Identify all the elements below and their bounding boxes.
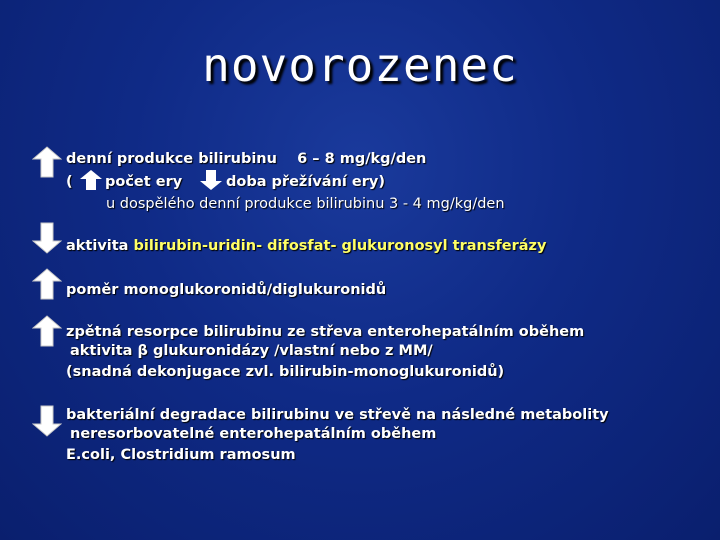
production-line-1: [66, 151, 426, 167]
resorption-line-3: (snadná dekonjugace zvl. bilirubin-monoglukuronidů): [66, 364, 505, 380]
arrow-up-icon: [32, 268, 62, 300]
arrow-down-icon: [200, 170, 222, 190]
arrow-down-icon: [32, 222, 62, 254]
enzyme-name: bilirubin-uridin- difosfat- glukuronosyl transferázy: [133, 238, 547, 254]
production-line-2: [66, 174, 73, 190]
slide-title: novorozenec: [202, 38, 518, 92]
bacterial-line-2: neresorbovatelné enterohepatálním oběhem: [70, 426, 437, 442]
ery-survival: doba přežívání ery): [226, 174, 385, 190]
activity-line: [66, 238, 546, 254]
bacterial-line-3: E.coli, Clostridium ramosum: [66, 447, 296, 463]
arrow-down-icon: [32, 405, 62, 437]
resorption-line-1: zpětná resorpce bilirubinu ze střeva enterohepatálním oběhem: [66, 324, 585, 340]
resorption-line-2: aktivita β glukuronidázy /vlastní nebo z MM/: [70, 343, 433, 359]
paren-open: (: [66, 174, 73, 190]
arrow-up-icon: [80, 170, 102, 190]
ery-count: počet ery: [105, 174, 183, 190]
production-value: 6 – 8 mg/kg/den: [297, 151, 427, 167]
activity-label: aktivita: [66, 238, 129, 254]
adult-production: u dospělého denní produkce bilirubinu 3 - 4 mg/kg/den: [106, 196, 505, 212]
production-label: denní produkce bilirubinu: [66, 151, 277, 167]
arrow-up-icon: [32, 146, 62, 178]
ratio-line: poměr monoglukoronidů/diglukuronidů: [66, 282, 387, 298]
bacterial-line-1: bakteriální degradace bilirubinu ve střevě na následné metabolity: [66, 407, 609, 423]
arrow-up-icon: [32, 315, 62, 347]
